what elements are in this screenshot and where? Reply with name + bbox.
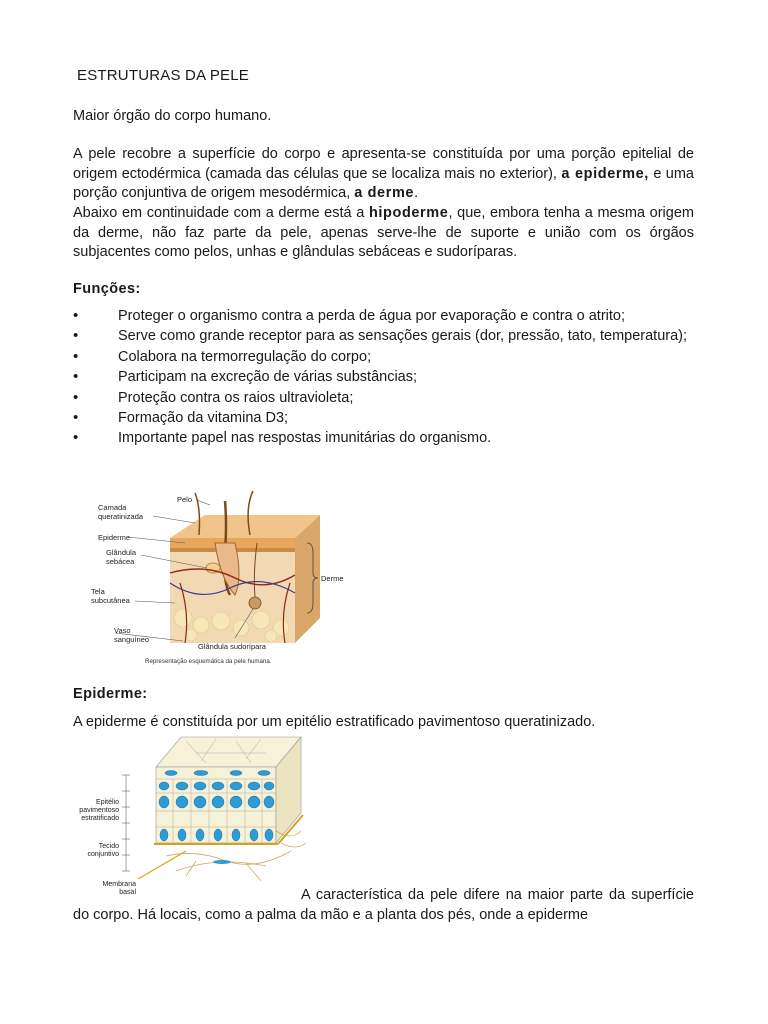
figure1-caption: Representação esquemática da pele humana. [145,658,272,665]
svg-text:subcutânea: subcutânea [91,596,130,605]
skin-structure-figure [75,483,354,671]
p1-text-1: A pele recobre a superfície do corpo e apresenta-se constituída por uma porção epitelial de origem ectodérmica (camada das células que se localiza mais no exterior), [73,146,694,182]
label-glandula-sudoripara: Glândula sudorípara [198,642,266,651]
list-item: • Participam na excreção de várias substâncias; [73,367,694,387]
svg-text:estratificado: estratificado [81,815,119,822]
bullet-icon: • [73,327,79,345]
closing-paragraph: A característica da pele difere na maior parte da superfície do corpo. Há locais, como a palma da mão e a planta dos pés, onde a epiderme [73,887,694,923]
functions-heading: Funções: [73,281,141,297]
svg-text:pavimentoso: pavimentoso [79,807,119,814]
list-item: • Importante papel nas respostas imunitárias do organismo. [73,428,694,448]
hypodermis-paragraph [73,204,694,263]
label-epiderme: Epiderme [98,533,131,542]
bullet-icon: • [73,409,79,427]
svg-text:sebácea: sebácea [106,557,135,566]
p2-text-1: Abaixo em continuidade com a derme está a [73,205,369,221]
label-membrana-basal: Membrana [102,881,136,888]
bullet-icon: • [73,347,79,365]
label-epitelio: Epitélio [96,799,119,806]
skin-surface [170,515,320,538]
list-item: • Proteger o organismo contra a perda de água por evaporação e contra o atrito; [73,306,694,326]
p1-bold-epiderme: a epiderme, [561,165,649,182]
svg-text:basal: basal [119,889,136,896]
label-derme: Derme [321,574,344,583]
svg-text:conjuntivo: conjuntivo [87,851,119,858]
label-vaso-sanguineo: Vaso [114,626,131,635]
p2-text-2: , que, embora tenha a mesma origem da derme, não faz parte da pele, apenas serve-lhe de suporte e união com os órgãos subjacentes como pelos, unhas e glândulas sebáceas e sudoríparas. [73,205,694,260]
epiderme-heading: Epiderme: [73,686,148,702]
p1-bold-derme: a derme [354,185,415,201]
p2-bold-hipoderme: hipoderme [368,205,449,221]
intro-paragraph: Maior órgão do corpo humano. [73,108,272,124]
page-title: ESTRUTURAS DA PELE [77,67,249,84]
p1-text-3: . [414,185,419,201]
label-pelo: Pelo [177,495,193,504]
label-camada: Camada [98,503,127,512]
label-tela-subcutanea: Tela [91,587,105,596]
epiderme-paragraph: A epiderme é constituída por um epitélio estratificado pavimentoso queratinizado. [73,714,596,730]
bullet-icon: • [73,368,79,386]
functions-list [73,306,694,449]
bullet-icon: • [73,307,79,324]
p1-text-2: e uma porção conjuntiva de origem mesodérmica, [73,165,694,201]
list-item: • Formação da vitamina D3; [73,408,694,428]
svg-text:sanguíneo: sanguíneo [114,635,150,644]
svg-text:queratinizada: queratinizada [98,512,144,521]
bullet-icon: • [73,429,79,447]
list-item: • Colabora na termorregulação do corpo; [73,347,694,367]
label-glandula-sebacea: Glândula [106,548,137,557]
label-tecido-conjuntivo: Tecido [98,843,119,850]
list-item: • Serve como grande receptor para as sensações gerais (dor, pressão, tato, temperatura); [73,326,694,346]
epithelium-figure [76,731,306,903]
skin-description-paragraph [73,145,694,204]
bullet-icon: • [73,388,79,406]
list-item: • Proteção contra os raios ultravioleta; [73,388,694,408]
